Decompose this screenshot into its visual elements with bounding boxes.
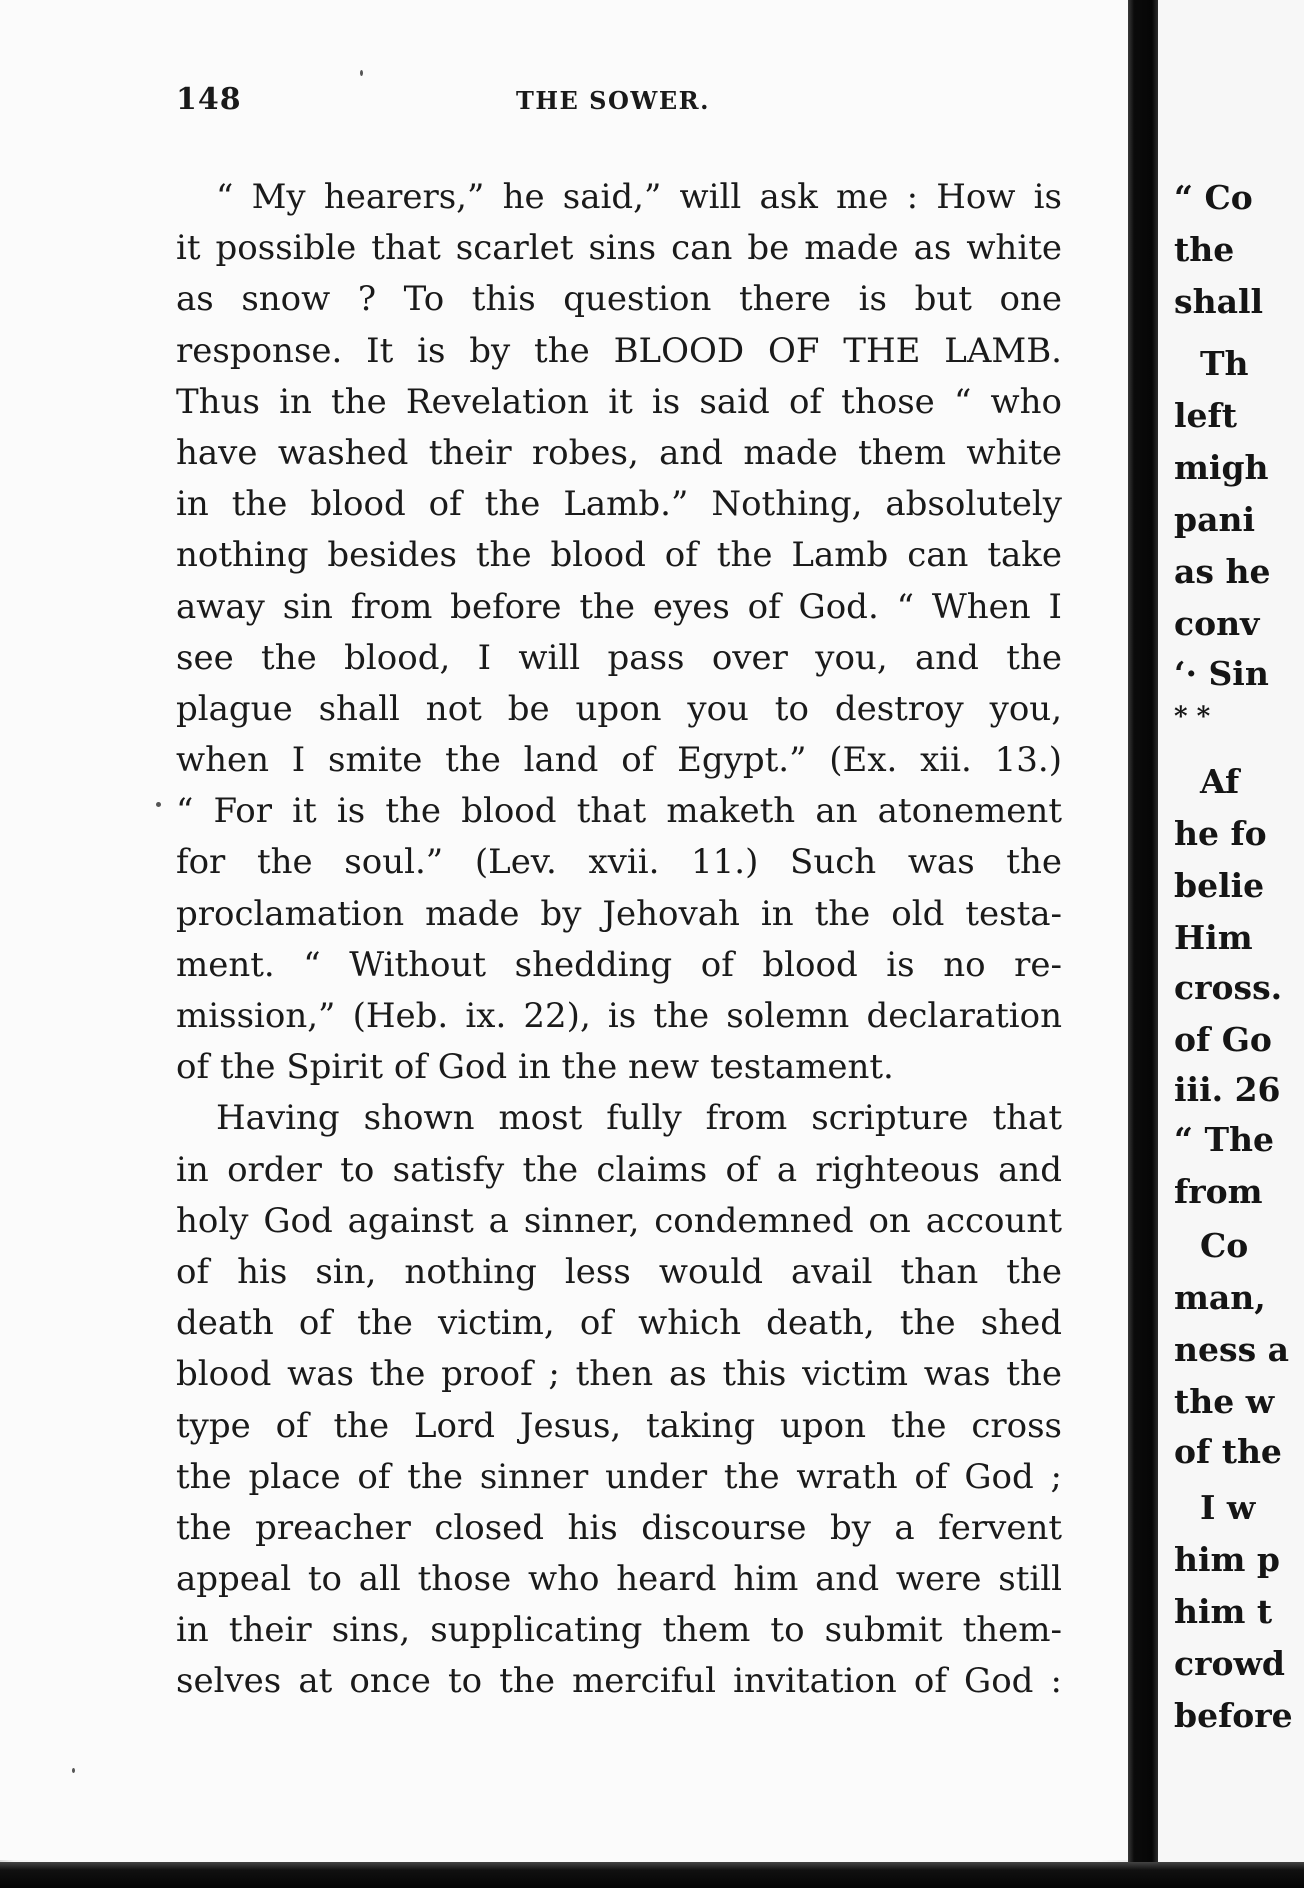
text-line: selves at once to the merciful invitation of God : <box>176 1661 1062 1702</box>
text-line: type of the Lord Jesus, taking upon the cross <box>176 1405 1062 1446</box>
body-text <box>176 172 1062 1708</box>
text-line: migh <box>1174 448 1269 487</box>
book-gutter <box>1128 0 1158 1888</box>
text-line: have washed their robes, and made them white <box>176 432 1062 473</box>
text-line: left <box>1174 396 1237 435</box>
text-line: the preacher closed his discourse by a fervent <box>176 1507 1062 1548</box>
text-line: belie <box>1174 866 1265 905</box>
text-line: crowd <box>1174 1644 1285 1683</box>
text-line: “ For it is the blood that maketh an atonement <box>176 791 1062 832</box>
text-line: ‘· Sin <box>1174 654 1269 693</box>
text-line: as he <box>1174 552 1271 591</box>
text-line: he fo <box>1174 814 1267 853</box>
running-head <box>176 82 1056 122</box>
text-line: him t <box>1174 1592 1273 1631</box>
text-line: “ Co <box>1174 178 1253 217</box>
text-line: for the soul.” (Lev. xvii. 11.) Such was the <box>176 842 1062 883</box>
text-line: pani <box>1174 500 1255 539</box>
text-line: before <box>1174 1696 1293 1735</box>
text-line: it possible that scarlet sins can be made as white <box>176 228 1062 269</box>
right-page-fragment <box>1158 0 1304 1888</box>
text-line: plague shall not be upon you to destroy you, <box>176 688 1062 729</box>
text-line: blood was the proof ; then as this victim was the <box>176 1354 1062 1395</box>
text-line: nothing besides the blood of the Lamb can take <box>176 535 1062 576</box>
text-line: Thus in the Revelation it is said of those “ who <box>176 381 1062 422</box>
text-line: in the blood of the Lamb.” Nothing, absolutely <box>176 484 1062 525</box>
text-line: as snow ? To this question there is but one <box>176 279 1062 320</box>
text-line: of the <box>1174 1432 1282 1471</box>
text-line: from <box>1174 1172 1263 1211</box>
text-line: Af <box>1200 762 1240 801</box>
text-line: of Go <box>1174 1020 1272 1059</box>
text-line: see the blood, I will pass over you, and the <box>176 637 1062 678</box>
text-line: Him <box>1174 918 1253 957</box>
text-line: iii. 26 <box>1174 1070 1281 1109</box>
text-line: Th <box>1200 344 1249 383</box>
text-line: away sin from before the eyes of God. “ When I <box>176 586 1062 627</box>
text-line: holy God against a sinner, condemned on account <box>176 1200 1062 1241</box>
text-line: Co <box>1200 1226 1249 1265</box>
text-line: ment. “ Without shedding of blood is no re- <box>176 944 1062 985</box>
text-line: the <box>1174 230 1235 269</box>
text-line: I w <box>1200 1488 1256 1527</box>
text-line: appeal to all those who heard him and were still <box>176 1559 1062 1600</box>
text-line: in their sins, supplicating them to submit them- <box>176 1610 1062 1651</box>
text-line: Having shown most fully from scripture that <box>216 1098 1062 1139</box>
text-line: of his sin, nothing less would avail than the <box>176 1251 1062 1292</box>
scan-speck <box>360 70 363 76</box>
text-line: the w <box>1174 1382 1275 1421</box>
text-line: when I smite the land of Egypt.” (Ex. xii. 13.) <box>176 740 1062 781</box>
text-line: cross. <box>1174 968 1283 1007</box>
text-line: in order to satisfy the claims of a righteous and <box>176 1149 1062 1190</box>
text-line: the place of the sinner under the wrath of God ; <box>176 1456 1062 1497</box>
text-line: * * <box>1174 702 1211 732</box>
text-line: ness a <box>1174 1330 1290 1369</box>
text-line: response. It is by the BLOOD OF THE LAMB. <box>176 330 1062 371</box>
scan-speck <box>72 1768 75 1773</box>
text-line: proclamation made by Jehovah in the old testa- <box>176 893 1062 934</box>
text-line: man, <box>1174 1278 1266 1317</box>
text-line: of the Spirit of God in the new testament. <box>176 1047 894 1088</box>
text-line: “ The <box>1174 1120 1275 1159</box>
text-line: death of the victim, of which death, the shed <box>176 1303 1062 1344</box>
scan-bottom-edge <box>0 1862 1304 1888</box>
page-number: 148 <box>176 82 242 117</box>
text-line: mission,” (Heb. ix. 22), is the solemn declaration <box>176 996 1062 1036</box>
text-line: “ My hearers,” he said,” will ask me : How is <box>216 177 1062 217</box>
scan-speck <box>156 802 161 807</box>
running-title: THE SOWER. <box>516 86 710 115</box>
text-line: him p <box>1174 1540 1281 1579</box>
text-line: conv <box>1174 604 1260 643</box>
text-line: shall <box>1174 282 1264 321</box>
